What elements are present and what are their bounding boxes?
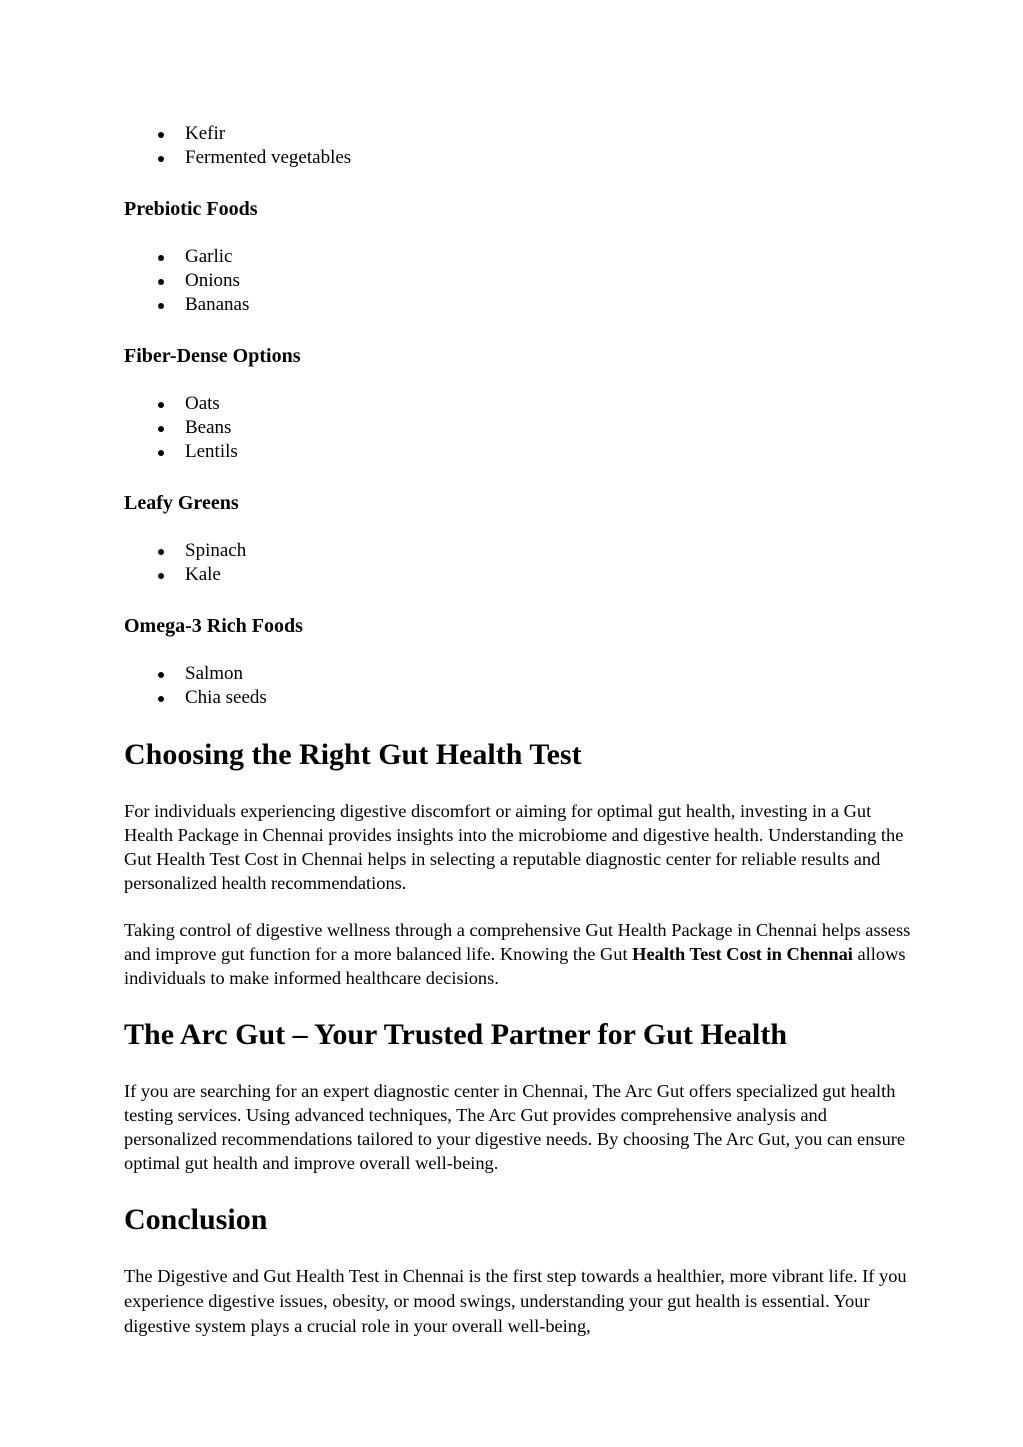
bullet-icon — [158, 672, 164, 678]
bullet-icon — [158, 696, 164, 702]
bullet-icon — [158, 279, 164, 285]
paragraph-arc-gut: If you are searching for an expert diagnostic center in Chennai, The Arc Gut offers specialized gut health testing services. Using advanced techniques, The Arc Gut provides comprehensive analysis and personalized recommendations tailored to your digestive needs. By choosing The Arc Gut, you can ensure optimal gut health and improve overall well-being. — [124, 1081, 906, 1173]
list-item — [124, 686, 914, 710]
list-item-label: Beans — [185, 417, 232, 438]
document-content — [124, 122, 914, 1339]
section-heading-fiber: Fiber-Dense Options — [124, 345, 301, 367]
heading-choosing-test: Choosing the Right Gut Health Test — [124, 738, 582, 771]
list-item — [124, 293, 914, 317]
prebiotic-foods-list — [124, 245, 914, 317]
list-item — [124, 392, 914, 416]
list-item — [124, 122, 914, 146]
list-item-label: Oats — [185, 393, 220, 414]
bullet-icon — [158, 549, 164, 555]
bullet-icon — [158, 573, 164, 579]
list-item-label: Fermented vegetables — [185, 147, 352, 168]
section-heading-leafy-greens: Leafy Greens — [124, 492, 239, 514]
bullet-icon — [158, 402, 164, 408]
bullet-icon — [158, 132, 164, 138]
paragraph-choosing-2 — [124, 918, 914, 990]
bullet-icon — [158, 303, 164, 309]
paragraph-text: Taking control of digestive wellness through a comprehensive Gut Health Package in Chennai helps assess and improve gut function for a more balanced life. Knowing the Gut — [124, 920, 911, 964]
list-item — [124, 269, 914, 293]
list-item-label: Kale — [185, 564, 221, 585]
list-item — [124, 245, 914, 269]
bold-keyword: Health Test Cost in Chennai — [632, 944, 853, 964]
bullet-icon — [158, 450, 164, 456]
fiber-foods-list — [124, 392, 914, 464]
list-item — [124, 662, 914, 686]
bullet-icon — [158, 255, 164, 261]
list-item — [124, 146, 914, 170]
bullet-icon — [158, 156, 164, 162]
leafy-greens-list — [124, 539, 914, 587]
list-item — [124, 563, 914, 587]
section-heading-omega3: Omega-3 Rich Foods — [124, 615, 303, 637]
list-item-label: Garlic — [185, 246, 233, 267]
list-item-label: Salmon — [185, 663, 244, 684]
list-item — [124, 416, 914, 440]
list-item — [124, 440, 914, 464]
list-item-label: Onions — [185, 270, 240, 291]
list-item-label: Bananas — [185, 294, 250, 315]
omega3-foods-list — [124, 662, 914, 710]
bullet-icon — [158, 426, 164, 432]
paragraph-choosing-1: For individuals experiencing digestive discomfort or aiming for optimal gut health, investing in a Gut Health Package in Chennai provides insights into the microbiome and digestive health. Understanding the Gut Health Test Cost in Chennai helps in selecting a reputable diagnostic center for reliable results and personalized health recommendations. — [124, 801, 904, 893]
heading-conclusion: Conclusion — [124, 1203, 268, 1236]
paragraph-conclusion: The Digestive and Gut Health Test in Chennai is the first step towards a healthier, more vibrant life. If you experience digestive issues, obesity, or mood swings, understanding your gut health is essential. Your digestive system plays a crucial role in your overall well-being, — [124, 1266, 907, 1336]
list-item — [124, 539, 914, 563]
list-item-label: Spinach — [185, 540, 247, 561]
section-heading-prebiotic: Prebiotic Foods — [124, 198, 258, 220]
paragraph-text: allows individuals to make informed healthcare decisions. — [124, 944, 906, 988]
list-item-label: Chia seeds — [185, 687, 267, 708]
list-item-label: Kefir — [185, 123, 226, 144]
heading-arc-gut: The Arc Gut – Your Trusted Partner for Gut Health — [124, 1018, 788, 1051]
fermented-foods-list — [124, 122, 914, 170]
list-item-label: Lentils — [185, 441, 238, 462]
